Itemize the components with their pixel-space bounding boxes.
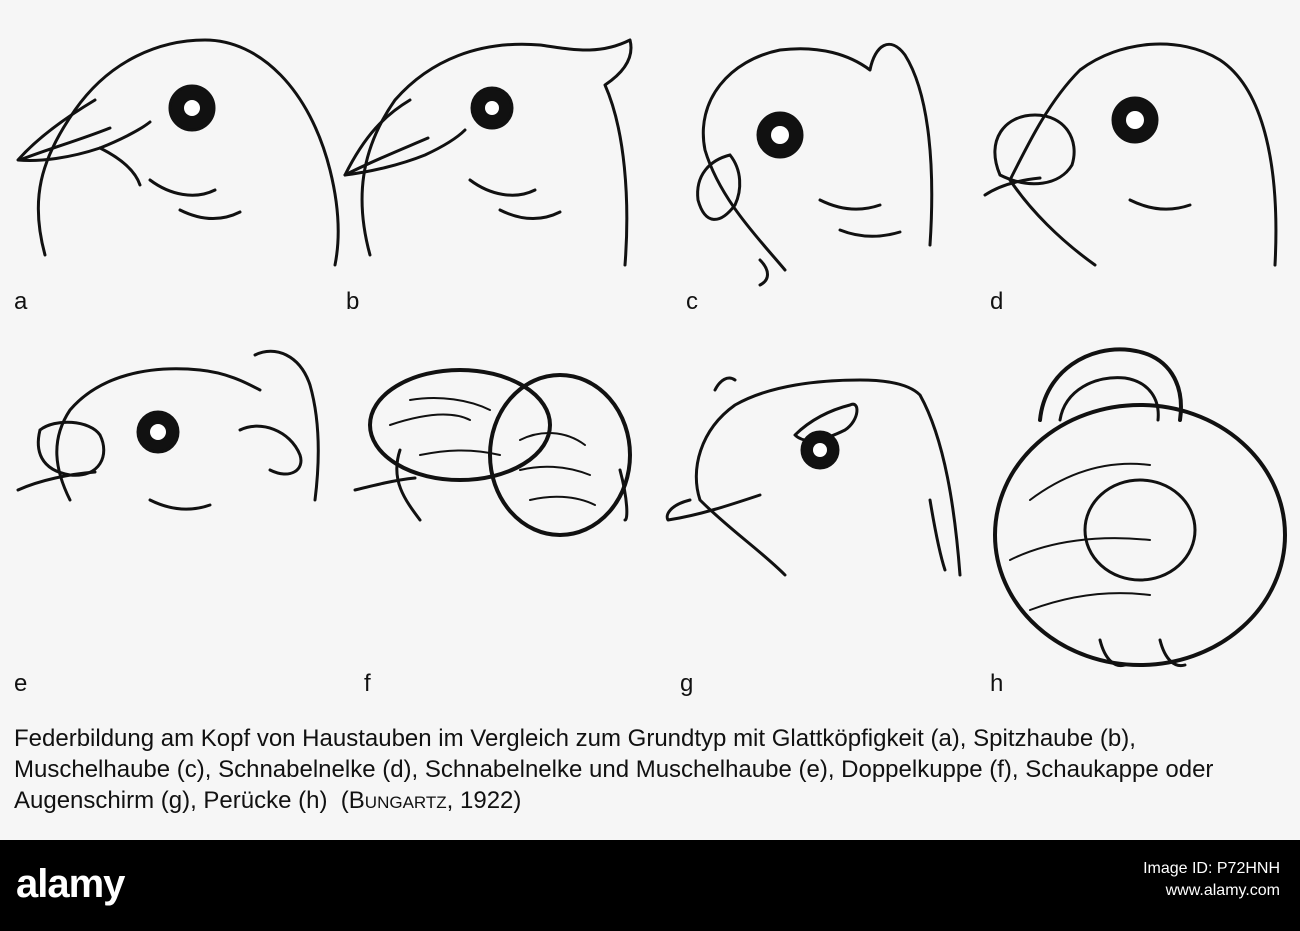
alamy-logo: alamy [16, 862, 125, 906]
stock-meta [1143, 858, 1280, 902]
head-g-eye-shield [667, 378, 960, 575]
panel-label-b: b [346, 288, 360, 315]
head-h-wig [995, 349, 1285, 665]
head-a-smooth [18, 40, 338, 265]
panel-label-h: h [990, 670, 1004, 697]
panel-label-d: d [990, 288, 1004, 315]
head-d-beak-rose [985, 44, 1276, 265]
panel-label-c: c [686, 288, 698, 315]
caption-year: , 1922) [446, 787, 522, 814]
panel-label-e: e [14, 670, 28, 697]
head-b-pointed-crest [345, 40, 631, 265]
panel-label-g: g [680, 670, 694, 697]
stock-watermark-bar [0, 840, 1300, 931]
head-c-shell-crest [698, 44, 932, 285]
figure-caption [14, 723, 1284, 816]
head-f-double-crest [355, 370, 630, 535]
panel-label-a: a [14, 288, 28, 315]
image-id-label: Image ID: P72HNH [1143, 860, 1280, 877]
caption-author: Bungartz [348, 787, 447, 814]
stock-site-link: www.alamy.com [1165, 882, 1280, 899]
panel-label-f: f [364, 670, 371, 697]
caption-open-paren: ( [340, 787, 349, 814]
caption-text: Federbildung am Kopf von Haustauben im Vergleich zum Grundtyp mit Glattköpfigkeit (a), Spitzhaube (b), Muschelhaube (c), Schnabelnelke (d), Schnabelnelke und Muschelhaube (e), Doppelkuppe (f), Schaukappe oder Augenschirm (g), Perücke (h) [14, 725, 1214, 814]
head-e-beak-rose-shell-crest [18, 351, 318, 509]
